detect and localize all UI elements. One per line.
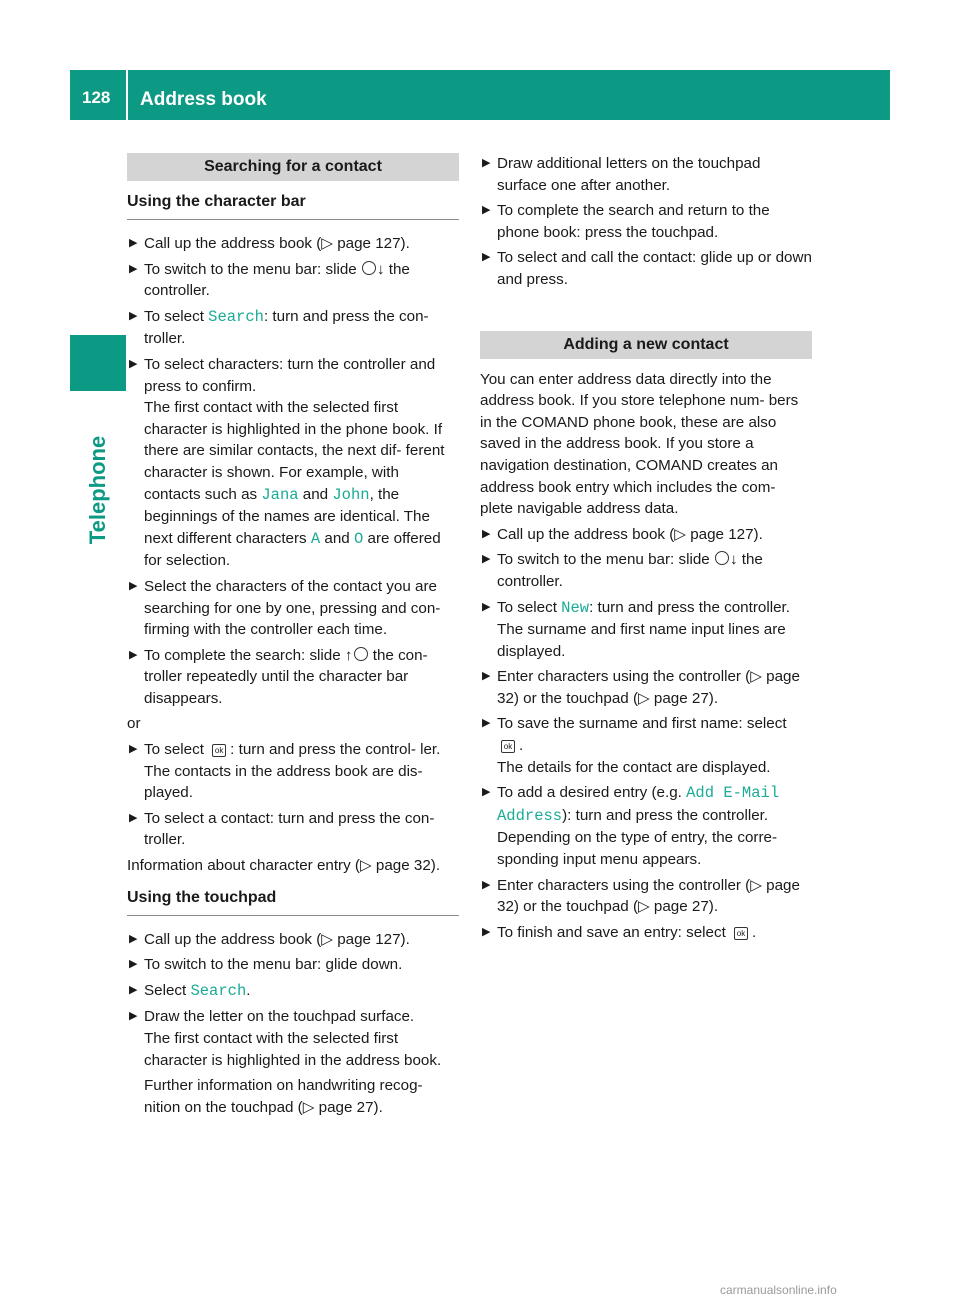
step-arrow-icon: ▶	[129, 357, 138, 370]
intro-paragraph: You can enter address data directly into the address book. If you store telephone num- bers in the COMAND phone book, these are also saved in the address book. If you store a navigation destination, COMAND creates an address book entry which includes the com- plete navigable address data.	[480, 370, 799, 518]
step-item: ▶ Enter characters using the controller (▷ page 32) or the touchpad (▷ page 27).	[482, 668, 800, 707]
step-item: ▶ To select characters: turn the controller and press to confirm. The first contact with the selected first character is highlighted in the phone book. If there are similar contacts, the next dif- ferent character is shown. For example, with contacts such as Jana and John, the beginnings of the names are identical. The next different characters A and O are offered for selection.	[129, 355, 445, 570]
step-item: ▶ To select Search: turn and press the con- troller.	[129, 307, 429, 348]
ok-icon: ok	[734, 927, 748, 940]
step-note: Further information on handwriting recog- nition on the touchpad (▷ page 27).	[144, 1077, 423, 1116]
example-code: Jana	[261, 485, 299, 504]
step-item: ▶ To select and call the contact: glide up or down and press.	[482, 249, 812, 288]
step-item: ▶ Draw additional letters on the touchpad surface one after another.	[482, 155, 761, 194]
info-paragraph: Information about character entry (▷ page 32).	[127, 857, 441, 875]
header-divider	[126, 70, 128, 120]
step-item: ▶ To select New: turn and press the controller. The surname and first name input lines are displayed.	[482, 598, 790, 660]
step-arrow-icon: ▶	[129, 811, 138, 824]
step-item: ▶ Enter characters using the controller (▷ page 32) or the touchpad (▷ page 27).	[482, 876, 800, 916]
step-arrow-icon: ▶	[482, 157, 491, 169]
step-arrow-icon: ▶	[482, 786, 491, 799]
step-item: ▶ Call up the address book (▷ page 127).	[127, 929, 459, 951]
step-arrow-icon: ▶	[482, 878, 491, 891]
step-item: ▶ To complete the search: slide ↑ the con- troller repeatedly until the character bar disappears.	[129, 646, 428, 707]
side-section-label: Telephone	[85, 435, 110, 545]
section-title-adding: Adding a new contact	[480, 331, 812, 359]
side-tab-block	[70, 335, 126, 391]
step-item: ▶ Draw the letter on the touchpad surface. The first contact with the selected first character is highlighted in the address book.	[129, 1008, 442, 1069]
or-text: or	[127, 715, 141, 733]
page-title: Address book	[140, 89, 267, 110]
step-arrow-icon: ▶	[482, 251, 491, 264]
ok-icon: ok	[212, 744, 226, 757]
step-arrow-icon: ▶	[482, 600, 491, 613]
ok-icon: ok	[501, 740, 515, 753]
step-item: ▶ Call up the address book (▷ page 127).	[127, 233, 459, 255]
menu-item-code: New	[561, 598, 590, 617]
step-arrow-icon: ▶	[129, 743, 138, 756]
left-column	[127, 153, 459, 1118]
controller-icon	[354, 647, 368, 661]
step-arrow-icon: ▶	[129, 932, 138, 945]
step-item: ▶ Call up the address book (▷ page 127).	[480, 524, 812, 546]
right-column	[480, 153, 812, 947]
step-arrow-icon: ▶	[129, 237, 138, 249]
step-item: ▶ Select the characters of the contact you are searching for one by one, pressing and con- firming with the controller each time.	[129, 577, 441, 639]
menu-item-code: Search	[208, 307, 264, 326]
step-arrow-icon: ▶	[129, 648, 138, 661]
page-number: 128	[82, 88, 111, 107]
step-item: ▶ To save the surname and first name: select ok . The details for the contact are displayed.	[482, 715, 787, 776]
step-arrow-icon: ▶	[482, 717, 491, 730]
controller-icon	[715, 551, 729, 565]
subheading-character-bar: Using the character bar	[127, 191, 459, 220]
step-arrow-icon: ▶	[482, 527, 491, 540]
step-arrow-icon: ▶	[129, 262, 138, 275]
step-item: ▶ To select a contact: turn and press the con- troller.	[129, 809, 435, 849]
step-arrow-icon: ▶	[129, 1010, 138, 1023]
step-item: ▶ To switch to the menu bar: slide ↓ the controller.	[129, 260, 410, 300]
step-arrow-icon: ▶	[482, 670, 491, 683]
controller-icon	[362, 261, 376, 275]
menu-item-code: Add E-Mail Address	[497, 784, 780, 825]
step-arrow-icon: ▶	[129, 958, 138, 971]
section-title-searching: Searching for a contact	[127, 153, 459, 181]
menu-item-code: Search	[190, 981, 247, 1000]
step-item: ▶ To switch to the menu bar: glide down.	[127, 954, 459, 976]
step-arrow-icon: ▶	[482, 553, 491, 566]
step-arrow-icon: ▶	[129, 579, 138, 592]
step-arrow-icon: ▶	[129, 983, 138, 996]
subheading-touchpad: Using the touchpad	[127, 887, 459, 916]
step-item: ▶ To add a desired entry (e.g. Add E-Mail Address): turn and press the controller. Depending on the type of entry, the corre- sponding input menu appears.	[482, 784, 780, 869]
watermark-text: carmanualsonline.info	[720, 1283, 837, 1297]
step-item: ▶ To select ok : turn and press the control- ler. The contacts in the address book are dis- played.	[129, 741, 441, 802]
step-item: ▶ Select Search.	[129, 981, 251, 1000]
step-item: ▶ To switch to the menu bar: slide ↓ the controller.	[482, 551, 763, 590]
example-code: John	[332, 485, 370, 504]
example-code: A	[310, 529, 321, 548]
step-arrow-icon: ▶	[482, 925, 491, 938]
step-item: ▶ To complete the search and return to the phone book: press the touchpad.	[482, 202, 770, 241]
step-arrow-icon: ▶	[129, 309, 138, 322]
step-item: ▶ To finish and save an entry: select ok .	[480, 922, 812, 944]
example-code: O	[353, 529, 364, 548]
step-arrow-icon: ▶	[482, 204, 491, 217]
